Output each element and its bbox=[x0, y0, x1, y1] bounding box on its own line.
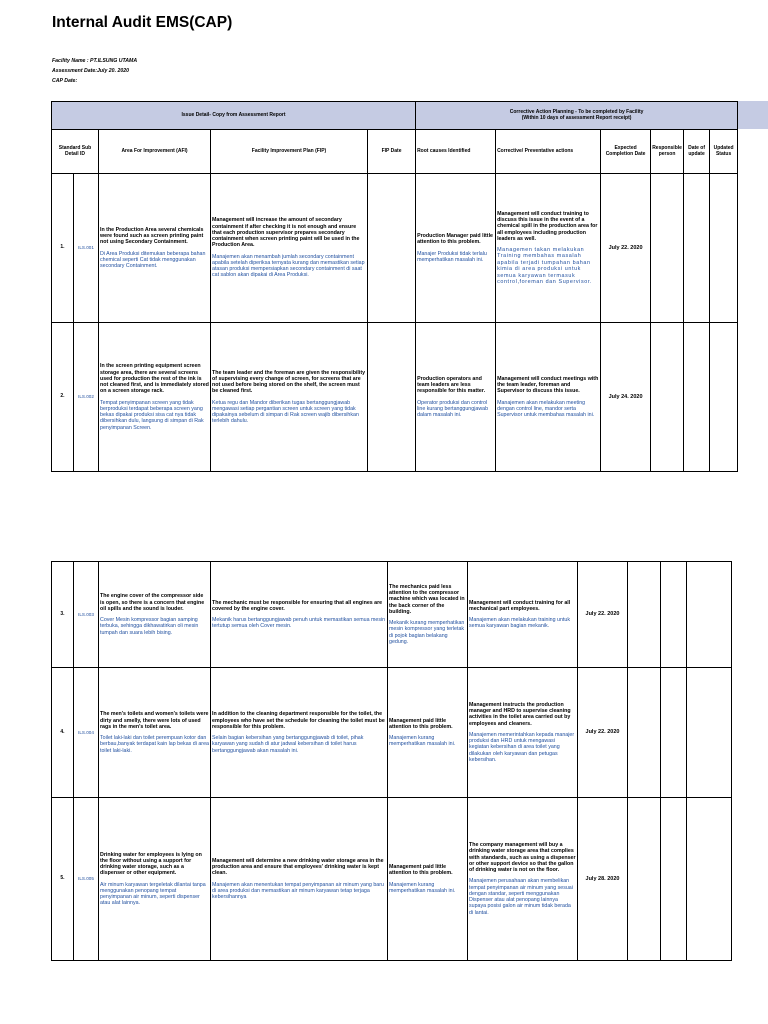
group-header-row bbox=[52, 102, 738, 130]
column-header-row bbox=[52, 130, 738, 174]
corrective-indonesian: Manajemen perusahaan akan membelikan tempat penyimpanan air minum yang sesuai dengan standar, seperti menggunakan Dispenser atau alat penopang lainnya supaya posisi galon air minum tidak berada di lantai. bbox=[469, 878, 573, 916]
update-date-cell bbox=[684, 323, 710, 472]
fip-indonesian: Manajemen akan menambah jumlah secondary containment apabila setelah diperiksa ternyata kurang dan memastikan setiap atasan produksi mempersiapkan secondary containment di saat cat sablon akan dipakai di Area Produksi. bbox=[212, 253, 365, 279]
root-indonesian: Mekanik kurang memperhatikan mesin kompressor yang terletak di pojok bagian belakang gedung. bbox=[389, 620, 465, 645]
afi-english: In the Production Area several chemicals were found such as screen printing paint not using Secondary Containment. bbox=[100, 226, 204, 246]
corrective-indonesian: Manajemen akan melakukan meeting dengan control line, mandor serta Supervisor untuk membahas masalah ini. bbox=[497, 399, 595, 418]
corrective-english: Management will conduct training to discuss this issue in the event of a chemical spill in the production area for all employees including production leaders as well. bbox=[497, 210, 598, 242]
root-english: Management paid little attention to this problem. bbox=[389, 864, 453, 877]
sub-detail-id: ILS.003 bbox=[74, 562, 99, 668]
root-english: Management paid little attention to this problem. bbox=[389, 717, 453, 730]
cap-date: CAP Date: bbox=[52, 78, 78, 84]
col-header: Standard Sub Detail ID bbox=[52, 130, 99, 174]
afi-english: Drinking water for employees is lying on the floor without using a support for drinking water storage, such as a dispenser or other equipment. bbox=[100, 851, 202, 877]
afi-cell bbox=[99, 798, 211, 961]
fip-date-cell bbox=[368, 323, 416, 472]
fip-cell bbox=[211, 323, 368, 472]
status-cell bbox=[687, 668, 732, 798]
row-number: 4. bbox=[52, 668, 74, 798]
root-cause-cell bbox=[388, 798, 468, 961]
col-header: Responsible person bbox=[651, 130, 684, 174]
afi-indonesian: Cover Mesin kompressor bagian samping terbuka, sehingga dikhawatirkan oli mesin tumpah dan suara lebih bising. bbox=[100, 617, 199, 636]
col-header: Facility Improvement Plan (FIP) bbox=[211, 130, 368, 174]
corrective-cell bbox=[468, 668, 578, 798]
issue-detail-header: Issue Detail- Copy from Assessment Report bbox=[52, 102, 416, 130]
col-header: Expected Completion Date bbox=[601, 130, 651, 174]
assessment-date: Assessment Date:July 20. 2020 bbox=[52, 68, 129, 74]
update-date-cell bbox=[684, 174, 710, 323]
responsible-cell bbox=[651, 323, 684, 472]
root-english: The mechanics paid less attention to the compressor machine which was located in the back corner of the building. bbox=[389, 583, 465, 615]
fip-date-cell bbox=[368, 174, 416, 323]
expected-date: July 22. 2020 bbox=[578, 668, 628, 798]
fip-indonesian: Ketua regu dan Mandor diberikan tugas bertanggungjawab mengawasi setiap pergantian screen untuk screen yang tidak dipakainya sebelum di simpan di Rak screen wajib dibersihkan terlebih dahulu. bbox=[212, 399, 359, 425]
afi-english: In the screen printing equipment screen storage area, there are several screens used for production the rest of the ink is not cleaned first, and is immediately stored on a screen storage rack. bbox=[100, 363, 209, 395]
table-row bbox=[52, 668, 732, 798]
corrective-english: Management instructs the production manager and HRD to supervise cleaning activities in the toilet area carried out by employees and cleaners. bbox=[469, 701, 571, 727]
col-header: Corrective/ Preventative actions bbox=[496, 130, 601, 174]
status-cell bbox=[687, 562, 732, 668]
corrective-cell bbox=[496, 323, 601, 472]
afi-indonesian: Toilet laki-laki dan toilet perempuan kotor dan berbau,banyak terdapat kain lap bekas di area toilet laki-laki. bbox=[100, 735, 209, 754]
fip-cell bbox=[211, 174, 368, 323]
root-cause-cell bbox=[416, 174, 496, 323]
row-number: 1. bbox=[52, 174, 74, 323]
table-row bbox=[52, 798, 732, 961]
corrective-header-line1: Corrective Action Planning - To be completed by Facility bbox=[509, 108, 644, 115]
col-header: Date of update bbox=[684, 130, 710, 174]
sub-detail-id: ILS.005 bbox=[74, 798, 99, 961]
cap-table-page-2 bbox=[51, 561, 732, 961]
afi-cell bbox=[99, 174, 211, 323]
update-date-cell bbox=[661, 798, 687, 961]
fip-english: The mechanic must be responsible for ensuring that all engines are covered by the engine cover. bbox=[212, 599, 383, 612]
corrective-cell bbox=[468, 798, 578, 961]
root-cause-cell bbox=[388, 668, 468, 798]
sub-detail-id: ILS.001 bbox=[74, 174, 99, 323]
table-row bbox=[52, 562, 732, 668]
corrective-header-line2: (Within 10 days of assessment Report receipt) bbox=[521, 114, 632, 121]
responsible-cell bbox=[628, 798, 661, 961]
corrective-indonesian: Managemen takan melakukan Training membahas masalah apabila terjadi tumpahan bahan kimia di area produksi untuk semua karyawan termasuk control,foreman dan Supervisor. bbox=[497, 247, 593, 285]
fip-cell bbox=[211, 798, 388, 961]
expected-date: July 22. 2020 bbox=[601, 174, 651, 323]
afi-indonesian: Di Area Produksi ditemukan beberapa bahan chemical seperti Cat tidak menggunakan secondary Containment. bbox=[100, 250, 206, 269]
root-cause-cell bbox=[416, 323, 496, 472]
update-date-cell bbox=[661, 668, 687, 798]
responsible-cell bbox=[628, 562, 661, 668]
responsible-cell bbox=[651, 174, 684, 323]
status-cell bbox=[710, 174, 738, 323]
corrective-cell bbox=[468, 562, 578, 668]
root-english: Production Manager paid little attention to this problem. bbox=[417, 233, 493, 246]
sub-detail-id: ILS.002 bbox=[74, 323, 99, 472]
afi-cell bbox=[99, 668, 211, 798]
afi-indonesian: Air minum karyawan tergeletak dilantai tanpa menggunakan penopang tempat penyimpanan air minum, seperti dispenser atau alat lainnya. bbox=[100, 881, 206, 907]
afi-cell bbox=[99, 562, 211, 668]
fip-cell bbox=[211, 562, 388, 668]
expected-date: July 24. 2020 bbox=[601, 323, 651, 472]
expected-date: July 28. 2020 bbox=[578, 798, 628, 961]
corrective-indonesian: Manajemen akan melakukan training untuk semua karyawan bagian mekanik. bbox=[469, 617, 570, 630]
root-cause-cell bbox=[388, 562, 468, 668]
fip-indonesian: Manajemen akan menentukan tempat penyimpanan air minum yang baru di area produksi dan memastikan air minum karyawan tetap terjaga kebersihannya bbox=[212, 881, 384, 900]
corrective-english: Management will conduct meetings with the team leader, foreman and Supervisor to discuss this issue. bbox=[497, 375, 599, 395]
corrective-cell bbox=[496, 174, 601, 323]
facility-name: Facility Name : PT.ILSUNG UTAMA bbox=[52, 58, 138, 64]
afi-english: The men's toilets and women's toilets were dirty and smelly, there were lots of used rags in the men's toilet area. bbox=[100, 711, 209, 730]
expected-date: July 22. 2020 bbox=[578, 562, 628, 668]
fip-cell bbox=[211, 668, 388, 798]
root-indonesian: Manajer Produksi tidak terlalu memperhatikan masalah ini. bbox=[417, 250, 487, 263]
corrective-header bbox=[416, 102, 738, 130]
cap-table-page-1 bbox=[51, 101, 738, 472]
root-indonesian: Manajemen kurang memperhatikan masalah ini. bbox=[389, 735, 456, 748]
corrective-indonesian: Manajemen memerintahkan kepada manajer produksi dan HRD untuk mengawasi kegiatan kebersihan di area toilet yang dilakukan oleh karyawan dan petugas kebersihan. bbox=[469, 731, 575, 763]
page-title: Internal Audit EMS(CAP) bbox=[52, 14, 233, 31]
corrective-english: The company management will buy a drinking water storage area that complies with standards, such as using a dispenser or other support device so that the gallon of drinking water is not on the floor. bbox=[469, 842, 576, 874]
afi-cell bbox=[99, 323, 211, 472]
row-number: 5. bbox=[52, 798, 74, 961]
sub-detail-id: ILS.004 bbox=[74, 668, 99, 798]
table-row bbox=[52, 174, 738, 323]
responsible-cell bbox=[628, 668, 661, 798]
col-header: Updated Status bbox=[710, 130, 738, 174]
fip-english: Management will determine a new drinking water storage area in the production area and ensure that employees' drinking water is kept clean. bbox=[212, 857, 384, 877]
fip-english: The team leader and the foreman are given the responsibility of supervising every change of screen, for screens that are not used before being stored on the shelf, the screen must be cleaned first. bbox=[212, 369, 366, 395]
root-indonesian: Manajemen kurang memperhatikan masalah ini. bbox=[389, 881, 456, 894]
col-header: Area For Improvement (AFI) bbox=[99, 130, 211, 174]
status-cell bbox=[710, 323, 738, 472]
row-number: 3. bbox=[52, 562, 74, 668]
side-header-fill bbox=[737, 101, 768, 129]
fip-english: Management will increase the amount of secondary containment if after checking it is not enough and ensure that each production supervisor prepares secondary containment when screen printing paint will be used in the Production Area. bbox=[212, 217, 360, 249]
fip-indonesian: Selain bagian kebersihan yang bertanggungjawab di toilet, pihak karyawan yang sudah di atur jadwal kebersihan di toilet harus bertanggungjawab akan masalah ini. bbox=[212, 735, 364, 754]
fip-english: In addition to the cleaning department responsible for the toilet, the employees who have set the schedule for cleaning the toilet must be responsible for this problem. bbox=[212, 711, 385, 730]
afi-english: The engine cover of the compressor side is open, so there is a concern that engine oil spills and the sound is louder. bbox=[100, 593, 205, 612]
root-indonesian: Operator produksi dan control line kurang bertanggungjawab dalam masalah ini. bbox=[417, 399, 489, 418]
corrective-english: Management will conduct training for all mechanical part employees. bbox=[469, 599, 571, 612]
root-english: Production operators and team leaders are less responsible for this matter. bbox=[417, 375, 486, 395]
table-row bbox=[52, 323, 738, 472]
col-header: FIP Date bbox=[368, 130, 416, 174]
status-cell bbox=[687, 798, 732, 961]
afi-indonesian: Tempat penyimpanan screen yang tidak berproduksi terdapat beberapa screen yang bekas dipakai produksi sisa cat nya tidak dibersihkan dulu, langsung di simpan di Rak penyimpanan Screen. bbox=[100, 399, 204, 431]
fip-indonesian: Mekanik harus bertanggungjawab penuh untuk memastikan semua mesin tertutup semua oleh Cover mesin. bbox=[212, 617, 386, 630]
col-header: Root causes Identified bbox=[416, 130, 496, 174]
row-number: 2. bbox=[52, 323, 74, 472]
update-date-cell bbox=[661, 562, 687, 668]
